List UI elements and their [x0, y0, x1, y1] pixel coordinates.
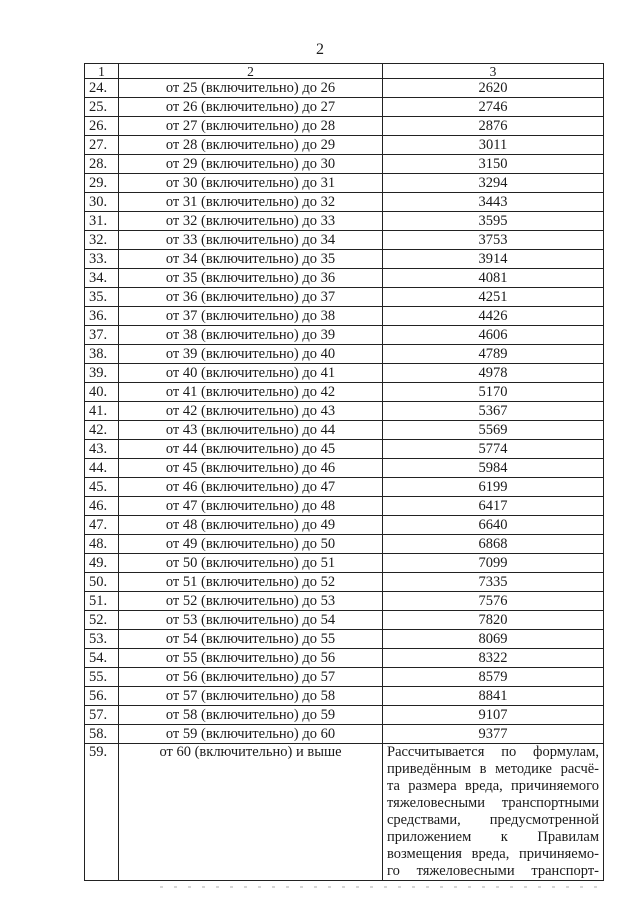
row-number: 45. — [85, 478, 119, 497]
note-line: та размера вреда, причиняемого — [387, 778, 599, 794]
page-number: 2 — [316, 41, 324, 58]
row-number: 28. — [85, 155, 119, 174]
range-cell: от 41 (включительно) до 42 — [119, 383, 383, 402]
range-cell: от 27 (включительно) до 28 — [119, 117, 383, 136]
range-cell: от 54 (включительно) до 55 — [119, 630, 383, 649]
row-number: 42. — [85, 421, 119, 440]
row-number: 44. — [85, 459, 119, 478]
range-cell: от 26 (включительно) до 27 — [119, 98, 383, 117]
note-line: возмещения вреда, причиняемо- — [387, 846, 599, 862]
note-line: приведённым в методике расчё- — [387, 761, 599, 777]
row-number: 35. — [85, 288, 119, 307]
table-row — [85, 573, 604, 592]
note-line: средствами, предусмотренной — [387, 812, 599, 828]
row-number: 37. — [85, 326, 119, 345]
range-cell: от 39 (включительно) до 40 — [119, 345, 383, 364]
note-line: приложением к Правилам — [387, 829, 599, 845]
range-cell: от 35 (включительно) до 36 — [119, 269, 383, 288]
table-row — [85, 269, 604, 288]
value-cell: 3011 — [383, 136, 604, 155]
row-number: 24. — [85, 79, 119, 98]
value-cell: 6417 — [383, 497, 604, 516]
table-row — [85, 155, 604, 174]
value-cell: 7335 — [383, 573, 604, 592]
header-cell-1: 1 — [85, 64, 119, 79]
value-cell: 3443 — [383, 193, 604, 212]
row-number: 56. — [85, 687, 119, 706]
table-body — [85, 64, 604, 881]
range-cell: от 28 (включительно) до 29 — [119, 136, 383, 155]
range-cell: от 36 (включительно) до 37 — [119, 288, 383, 307]
row-number: 27. — [85, 136, 119, 155]
value-cell: 4251 — [383, 288, 604, 307]
table-row — [85, 535, 604, 554]
table-row — [85, 136, 604, 155]
table-row — [85, 117, 604, 136]
table-row — [85, 193, 604, 212]
table-row — [85, 440, 604, 459]
row-number: 30. — [85, 193, 119, 212]
table-row — [85, 383, 604, 402]
value-cell: 4426 — [383, 307, 604, 326]
value-cell: 7099 — [383, 554, 604, 573]
table-row — [85, 611, 604, 630]
value-cell: 9377 — [383, 725, 604, 744]
value-cell: 3294 — [383, 174, 604, 193]
value-cell: 4978 — [383, 364, 604, 383]
value-cell: 2746 — [383, 98, 604, 117]
range-cell: от 49 (включительно) до 50 — [119, 535, 383, 554]
value-cell: 8579 — [383, 668, 604, 687]
value-cell: 6640 — [383, 516, 604, 535]
header-cell-3: 3 — [383, 64, 604, 79]
row-number: 39. — [85, 364, 119, 383]
value-cell: 7576 — [383, 592, 604, 611]
value-cell: 5774 — [383, 440, 604, 459]
range-cell: от 33 (включительно) до 34 — [119, 231, 383, 250]
range-cell: от 52 (включительно) до 53 — [119, 592, 383, 611]
value-cell: 4789 — [383, 345, 604, 364]
range-cell: от 48 (включительно) до 49 — [119, 516, 383, 535]
range-cell: от 50 (включительно) до 51 — [119, 554, 383, 573]
value-cell: 5367 — [383, 402, 604, 421]
value-cell: 8841 — [383, 687, 604, 706]
range-cell: от 37 (включительно) до 38 — [119, 307, 383, 326]
table-row — [85, 649, 604, 668]
row-number: 25. — [85, 98, 119, 117]
calculation-note — [383, 744, 604, 881]
value-cell: 3150 — [383, 155, 604, 174]
range-cell: от 43 (включительно) до 44 — [119, 421, 383, 440]
value-cell: 4081 — [383, 269, 604, 288]
range-cell: от 45 (включительно) до 46 — [119, 459, 383, 478]
range-cell: от 34 (включительно) до 35 — [119, 250, 383, 269]
value-cell: 5984 — [383, 459, 604, 478]
table-row — [85, 364, 604, 383]
range-cell: от 60 (включительно) и выше — [119, 744, 383, 881]
row-number: 50. — [85, 573, 119, 592]
table-row — [85, 231, 604, 250]
value-cell: 3914 — [383, 250, 604, 269]
row-number: 51. — [85, 592, 119, 611]
note-line: го тяжеловесными транспорт- — [387, 863, 599, 879]
table-row — [85, 402, 604, 421]
scan-artifact — [160, 886, 600, 888]
range-cell: от 44 (включительно) до 45 — [119, 440, 383, 459]
row-number: 41. — [85, 402, 119, 421]
table-row — [85, 288, 604, 307]
value-cell: 2876 — [383, 117, 604, 136]
row-number: 47. — [85, 516, 119, 535]
value-cell: 9107 — [383, 706, 604, 725]
row-number: 36. — [85, 307, 119, 326]
header-cell-2: 2 — [119, 64, 383, 79]
row-number: 54. — [85, 649, 119, 668]
value-cell: 5170 — [383, 383, 604, 402]
row-number: 59. — [85, 744, 119, 881]
range-cell: от 32 (включительно) до 33 — [119, 212, 383, 231]
row-number: 52. — [85, 611, 119, 630]
range-cell: от 56 (включительно) до 57 — [119, 668, 383, 687]
table-row — [85, 421, 604, 440]
value-cell: 5569 — [383, 421, 604, 440]
range-cell: от 29 (включительно) до 30 — [119, 155, 383, 174]
table-row — [85, 174, 604, 193]
table-row — [85, 250, 604, 269]
range-cell: от 51 (включительно) до 52 — [119, 573, 383, 592]
range-cell: от 38 (включительно) до 39 — [119, 326, 383, 345]
row-number: 26. — [85, 117, 119, 136]
row-number: 33. — [85, 250, 119, 269]
value-cell: 4606 — [383, 326, 604, 345]
row-number: 29. — [85, 174, 119, 193]
range-cell: от 40 (включительно) до 41 — [119, 364, 383, 383]
value-cell: 8069 — [383, 630, 604, 649]
table-row — [85, 725, 604, 744]
range-cell: от 59 (включительно) до 60 — [119, 725, 383, 744]
table-row — [85, 592, 604, 611]
table-header-row — [85, 64, 604, 79]
value-cell: 6868 — [383, 535, 604, 554]
row-number: 31. — [85, 212, 119, 231]
table-row — [85, 516, 604, 535]
note-line: Рассчитывается по формулам, — [387, 744, 599, 760]
range-cell: от 30 (включительно) до 31 — [119, 174, 383, 193]
row-number: 40. — [85, 383, 119, 402]
table-row — [85, 497, 604, 516]
range-cell: от 31 (включительно) до 32 — [119, 193, 383, 212]
row-number: 53. — [85, 630, 119, 649]
value-cell: 6199 — [383, 478, 604, 497]
row-number: 55. — [85, 668, 119, 687]
range-cell: от 46 (включительно) до 47 — [119, 478, 383, 497]
row-number: 57. — [85, 706, 119, 725]
range-cell: от 42 (включительно) до 43 — [119, 402, 383, 421]
table-row-last — [85, 744, 604, 881]
value-cell: 3753 — [383, 231, 604, 250]
range-cell: от 57 (включительно) до 58 — [119, 687, 383, 706]
row-number: 58. — [85, 725, 119, 744]
table-row — [85, 706, 604, 725]
table-row — [85, 630, 604, 649]
table-row — [85, 307, 604, 326]
table-row — [85, 687, 604, 706]
row-number: 43. — [85, 440, 119, 459]
table-row — [85, 326, 604, 345]
tariff-table — [84, 63, 604, 881]
table-row — [85, 98, 604, 117]
row-number: 49. — [85, 554, 119, 573]
value-cell: 7820 — [383, 611, 604, 630]
range-cell: от 55 (включительно) до 56 — [119, 649, 383, 668]
value-cell: 2620 — [383, 79, 604, 98]
table-row — [85, 554, 604, 573]
table-row — [85, 345, 604, 364]
row-number: 46. — [85, 497, 119, 516]
row-number: 34. — [85, 269, 119, 288]
range-cell: от 58 (включительно) до 59 — [119, 706, 383, 725]
row-number: 38. — [85, 345, 119, 364]
table-row — [85, 459, 604, 478]
value-cell: 3595 — [383, 212, 604, 231]
row-number: 32. — [85, 231, 119, 250]
row-number: 48. — [85, 535, 119, 554]
table-row — [85, 478, 604, 497]
table-row — [85, 79, 604, 98]
range-cell: от 53 (включительно) до 54 — [119, 611, 383, 630]
note-line: тяжеловесными транспортными — [387, 795, 599, 811]
table-row — [85, 212, 604, 231]
value-cell: 8322 — [383, 649, 604, 668]
range-cell: от 47 (включительно) до 48 — [119, 497, 383, 516]
range-cell: от 25 (включительно) до 26 — [119, 79, 383, 98]
table-row — [85, 668, 604, 687]
